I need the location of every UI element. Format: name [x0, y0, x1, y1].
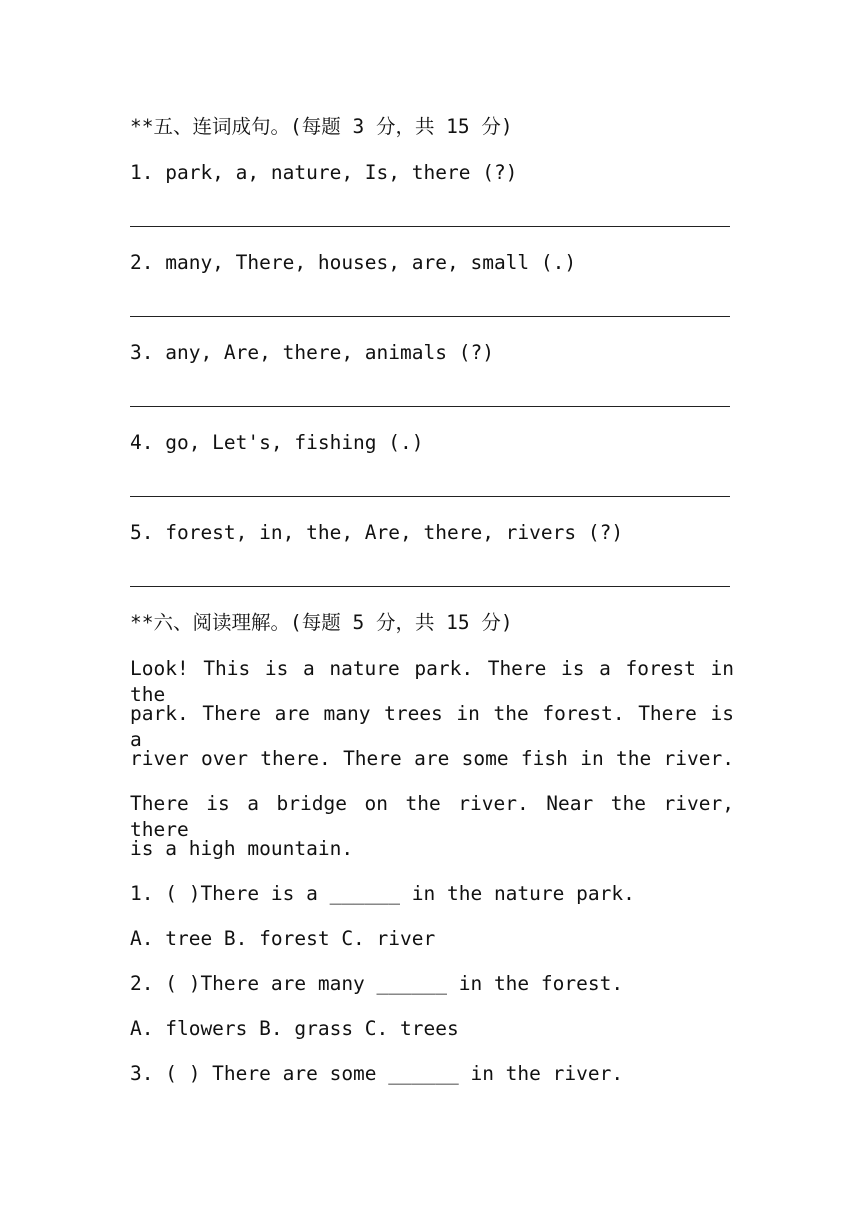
question-2-stem: 2. ( )There are many ______ in the forest. [130, 972, 624, 995]
section5-item-5: 5. forest, in, the, Are, there, rivers (?) [130, 521, 624, 544]
question-1-options: A. tree B. forest C. river [130, 927, 436, 950]
section5-item-3: 3. any, Are, there, animals (?) [130, 341, 494, 364]
section5-item-2: 2. many, There, houses, are, small (.) [130, 251, 577, 274]
passage-line-2: park. There are many trees in the forest. There is a [130, 702, 734, 751]
question-1-stem: 1. ( )There is a ______ in the nature park. [130, 882, 635, 905]
answer-line-1[interactable] [130, 226, 730, 227]
question-3-stem: 3. ( ) There are some ______ in the river. [130, 1062, 624, 1085]
passage-line-1: Look! This is a nature park. There is a forest in the [130, 657, 734, 706]
section5-item-1: 1. park, a, nature, Is, there (?) [130, 161, 518, 184]
passage-line-3: river over there. There are some fish in the river. [130, 747, 734, 770]
answer-line-2[interactable] [130, 316, 730, 317]
passage-line-4: There is a bridge on the river. Near the river, there [130, 792, 734, 841]
answer-line-5[interactable] [130, 586, 730, 587]
section6-heading: **六、阅读理解。(每题 5 分，共 15 分) [130, 611, 513, 634]
passage-line-5: is a high mountain. [130, 837, 354, 860]
section5-heading: **五、连词成句。(每题 3 分，共 15 分) [130, 115, 513, 138]
question-2-options: A. flowers B. grass C. trees [130, 1017, 459, 1040]
answer-line-3[interactable] [130, 406, 730, 407]
answer-line-4[interactable] [130, 496, 730, 497]
section5-item-4: 4. go, Let's, fishing (.) [130, 431, 424, 454]
